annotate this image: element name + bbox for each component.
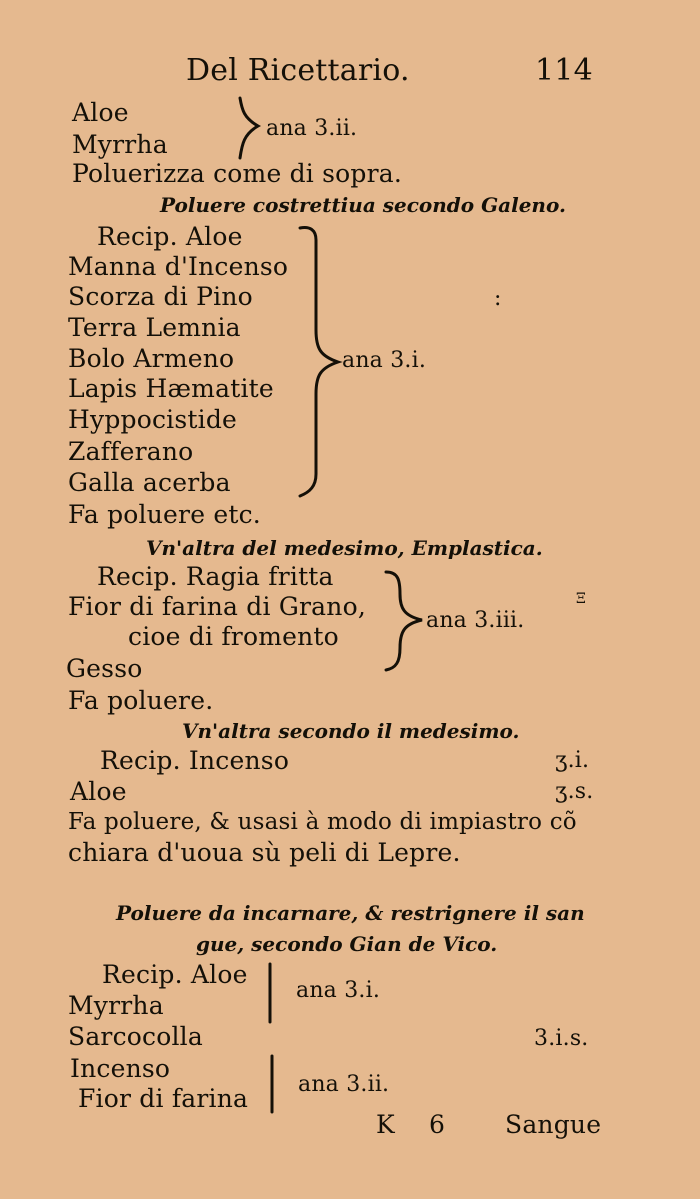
- quantity-label: ana 3.i.: [342, 348, 427, 373]
- text-line: Myrrha: [68, 991, 164, 1020]
- recipe-heading: Vn'altra del medesimo, Emplastica.: [146, 536, 543, 560]
- quantity-label: ʒ.s.: [555, 779, 594, 804]
- quantity-label: ana 3.iii.: [426, 608, 525, 633]
- recipe-heading: Vn'altra secondo il medesimo.: [182, 719, 520, 743]
- text-line: Poluerizza come di sopra.: [72, 159, 403, 188]
- text-line: Terra Lemnia: [68, 313, 241, 342]
- text-line: Aloe: [70, 777, 127, 806]
- text-line: Hyppocistide: [68, 405, 238, 434]
- brace-icon: [296, 224, 346, 500]
- text-line: Fa poluere.: [68, 686, 214, 715]
- text-line: Fa poluere etc.: [68, 500, 261, 529]
- page-number: 114: [535, 53, 593, 88]
- brace-icon: [382, 568, 426, 674]
- quantity-label: ana 3.ii.: [266, 116, 358, 141]
- text-line: Recip. Ragia fritta: [97, 562, 334, 591]
- text-line: Galla acerba: [68, 468, 231, 497]
- text-line: Zafferano: [68, 437, 194, 466]
- text-line: Gesso: [66, 654, 143, 683]
- text-line: Fa poluere, & usasi à modo di impiastro cõ: [68, 809, 577, 835]
- text-line: chiara d'uoua sù peli di Lepre.: [68, 838, 461, 867]
- signature-mark: K 6: [376, 1110, 446, 1139]
- quantity-label: 3.i.s.: [534, 1026, 589, 1051]
- text-line: Recip. Aloe: [102, 960, 248, 989]
- brace-icon: [232, 96, 262, 160]
- catchword: Sangue: [505, 1110, 602, 1139]
- text-line: Fior di farina: [78, 1084, 249, 1113]
- brace-icon: [266, 1054, 278, 1114]
- quantity-label: ana 3.i.: [296, 978, 381, 1003]
- text-line: Recip. Aloe: [97, 222, 243, 251]
- margin-mark: Ξ: [576, 591, 587, 607]
- recipe-heading: Poluere costrettiua secondo Galeno.: [160, 193, 566, 217]
- text-line: Manna d'Incenso: [68, 252, 289, 281]
- text-line: cioe di fromento: [128, 622, 339, 651]
- text-line: Aloe: [72, 98, 129, 127]
- text-line: Incenso: [70, 1054, 171, 1083]
- margin-mark: :: [494, 286, 502, 311]
- text-line: Fior di farina di Grano,: [68, 592, 366, 621]
- text-line: Scorza di Pino: [68, 282, 253, 311]
- text-line: Lapis Hæmatite: [68, 374, 274, 403]
- quantity-label: ʒ.i.: [555, 748, 590, 773]
- text-line: Sarcocolla: [68, 1022, 203, 1051]
- quantity-label: ana 3.ii.: [298, 1072, 390, 1097]
- recipe-heading: Poluere da incarnare, & restrignere il san: [116, 901, 585, 925]
- text-line: Myrrha: [72, 130, 168, 159]
- text-line: Recip. Incenso: [100, 746, 290, 775]
- brace-icon: [264, 962, 276, 1024]
- running-head: Del Ricettario.: [186, 53, 410, 88]
- recipe-heading: gue, secondo Gian de Vico.: [196, 932, 498, 956]
- text-line: Bolo Armeno: [68, 344, 235, 373]
